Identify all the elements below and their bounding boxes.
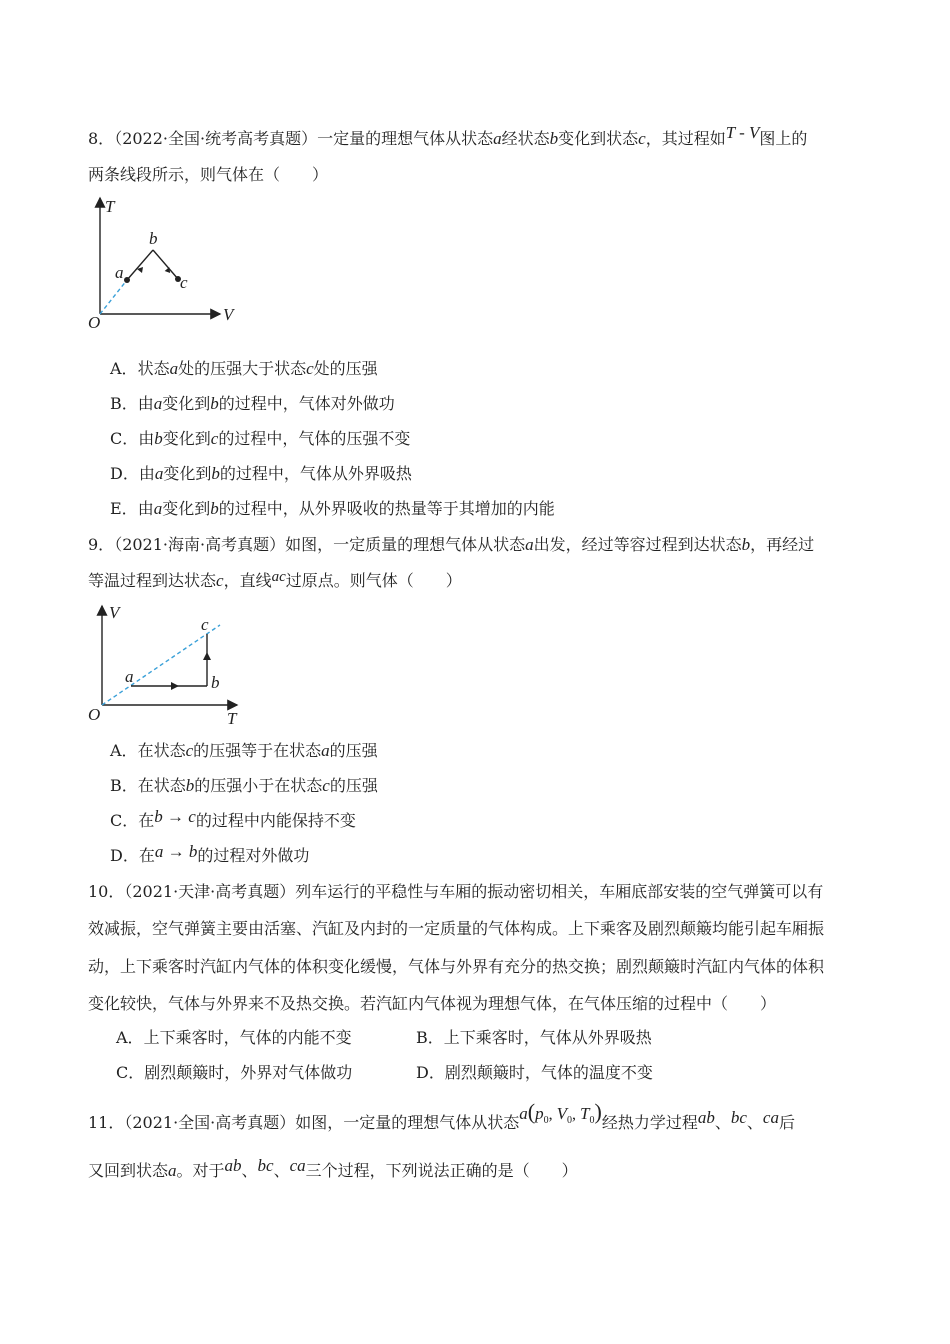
q9-text: ，直线 [223, 571, 272, 590]
q8-option-c[interactable] [110, 428, 410, 450]
q11-sub: 0 [589, 1115, 595, 1127]
q8-y-label: T [105, 197, 115, 216]
option-letter: C． [110, 429, 139, 448]
option-letter: D． [110, 464, 139, 483]
q10-number: 10． [88, 882, 125, 901]
q8-label-b: b [149, 229, 158, 248]
q10-option-b[interactable] [416, 1027, 652, 1049]
q9-option-d[interactable] [110, 842, 310, 867]
option-text: 变化到 [163, 464, 212, 483]
q9-origin-label: O [88, 705, 101, 724]
q8-source: （2022·全国·统考高考真题） [114, 129, 318, 148]
option-text: 的过程中，气体从外界吸热 [219, 464, 412, 483]
option-var: b [210, 394, 219, 413]
q8-dashed-line [100, 280, 127, 314]
q8-label-c: c [180, 273, 188, 292]
option-var: c [185, 741, 194, 760]
option-text: 上下乘客时，气体从外界吸热 [443, 1028, 652, 1047]
q10-stem-line4: 变化较快，气体与外界来不及热交换。若汽缸内气体视为理想气体，在气体压缩的过程中（ ） [88, 994, 777, 1013]
q9-text: 过原点。则气体（ ） [285, 571, 462, 590]
option-letter: B． [110, 394, 138, 413]
option-text: 的过程中，从外界吸收的热量等于其增加的内能 [218, 499, 555, 518]
q11-text: 。对于 [176, 1161, 225, 1180]
q8-option-a[interactable] [110, 358, 378, 380]
q8-stem-line2: 两条线段所示，则气体在（ ） [88, 165, 329, 184]
option-text: 的过程对外做功 [197, 846, 310, 865]
q8-text: 图上的 [759, 129, 808, 148]
option-text: 在 [138, 811, 155, 830]
option-var: b [211, 464, 220, 483]
option-text: 由 [138, 429, 155, 448]
option-text: 处的压强大于状态 [178, 359, 307, 378]
q8-option-d[interactable] [110, 463, 412, 485]
q9-label-b: b [211, 673, 220, 692]
option-text: 的过程中，气体对外做功 [218, 394, 395, 413]
q10-stem-line3: 动，上下乘客时汽缸内气体的体积变化缓慢，气体与外界有充分的热交换；剧烈颠簸时汽缸内气体的体积 [88, 957, 825, 976]
option-var: b → c [154, 807, 196, 826]
q11-bc: bc [730, 1108, 747, 1127]
q11-t0: T [580, 1104, 590, 1123]
option-var: c [210, 429, 219, 448]
option-text: 的压强等于在状态 [193, 741, 322, 760]
option-letter: A． [110, 741, 138, 760]
q11-sep: 、 [746, 1113, 763, 1132]
q9-y-label: V [109, 603, 120, 622]
q9-label-c: c [201, 615, 209, 634]
option-var: a [154, 464, 164, 483]
q11-text: 如图，一定量的理想气体从状态 [295, 1113, 520, 1132]
option-text: 的过程中，气体的压强不变 [218, 429, 411, 448]
q10-source: （2021·天津·高考真题） [124, 882, 296, 901]
q10-stem-line1 [88, 881, 823, 903]
q9-dashed-line [102, 625, 220, 705]
q9-option-c[interactable] [110, 807, 356, 832]
q8-x-label: V [223, 305, 234, 324]
q11-v0: V [556, 1104, 568, 1123]
option-text: 处的压强 [313, 359, 378, 378]
q8-option-b[interactable] [110, 393, 395, 415]
q11-text: 经热力学过程 [601, 1113, 698, 1132]
option-letter: A． [116, 1028, 144, 1047]
q10-option-a[interactable] [116, 1027, 352, 1049]
option-letter: C． [110, 811, 139, 830]
q11-sep: 、 [714, 1113, 731, 1132]
option-var: b [185, 776, 195, 795]
q8-var-c: c [638, 129, 646, 148]
q8-label-a: a [115, 263, 124, 282]
q11-sub: 0 [543, 1115, 549, 1127]
option-var: b [210, 499, 219, 518]
option-var: a [169, 359, 179, 378]
option-text: 由 [138, 464, 155, 483]
option-text: 变化到 [162, 394, 211, 413]
q11-source: （2021·全国·高考真题） [124, 1113, 296, 1132]
option-text: 状态 [137, 359, 170, 378]
option-var: a → b [154, 842, 198, 861]
q9-var-a: a [525, 535, 534, 554]
option-var: a [153, 394, 163, 413]
q9-var-c: c [216, 571, 224, 590]
option-letter: B． [110, 776, 138, 795]
option-text: 的压强 [329, 776, 378, 795]
q9-source: （2021·海南·高考真题） [114, 535, 286, 554]
option-text: 由 [137, 394, 154, 413]
option-text: 在状态 [137, 741, 186, 760]
q8-text: 经状态 [501, 129, 550, 148]
q8-point-a [124, 277, 130, 283]
q8-number: 8． [88, 129, 115, 148]
q9-text: 如图，一定质量的理想气体从状态 [285, 535, 526, 554]
q11-state-expression: $a(p_0$, $V_0$, $T_0$) [519, 1099, 602, 1127]
option-var: a [153, 499, 163, 518]
option-text: 在 [138, 846, 155, 865]
q8-origin-label: O [88, 313, 101, 332]
option-text: 的过程中内能保持不变 [195, 811, 356, 830]
q8-tv-graph [85, 192, 245, 332]
q9-label-a: a [125, 667, 134, 686]
q8-text: 变化到状态 [558, 129, 639, 148]
option-text: 在状态 [137, 776, 186, 795]
q11-text: 又回到状态 [88, 1161, 169, 1180]
q10-option-c[interactable] [116, 1062, 352, 1084]
option-text: 由 [137, 499, 154, 518]
q9-var-b: b [741, 535, 751, 554]
q9-stem-line1 [88, 534, 814, 556]
q8-var-b: b [549, 129, 559, 148]
q10-option-d[interactable] [416, 1062, 653, 1084]
q11-bc: bc [257, 1156, 274, 1175]
option-text: 上下乘客时，气体的内能不变 [143, 1028, 352, 1047]
q11-state-var: a [519, 1104, 528, 1123]
q11-sub: 0 [567, 1115, 573, 1127]
q8-segment-ab [127, 250, 153, 280]
q8-text: 一定量的理想气体从状态 [317, 129, 494, 148]
q9-arrow-ab [171, 682, 179, 690]
q10-text: 列车运行的平稳性与车厢的振动密切相关，车厢底部安装的空气弹簧可以有 [295, 882, 824, 901]
q11-p0: p [535, 1104, 544, 1123]
q9-option-a[interactable] [110, 740, 378, 762]
option-text: 的压强小于在状态 [194, 776, 323, 795]
q9-vt-graph [85, 600, 255, 730]
q8-tv-label: T - V [725, 123, 760, 142]
option-letter: B． [416, 1028, 444, 1047]
q9-text: 出发，经过等容过程到达状态 [533, 535, 742, 554]
q11-text: 三个过程，下列说法正确的是（ ） [305, 1161, 578, 1180]
option-var: c [306, 359, 314, 378]
q9-option-b[interactable] [110, 775, 378, 797]
option-letter: E． [110, 499, 138, 518]
q9-text: 等温过程到达状态 [88, 571, 217, 590]
q8-var-a: a [493, 129, 502, 148]
q11-number: 11． [88, 1113, 125, 1132]
q8-segment-bc [153, 250, 178, 279]
option-text: 变化到 [162, 499, 211, 518]
q9-arrow-bc [203, 652, 211, 660]
option-var: a [321, 741, 330, 760]
q9-x-label: T [227, 709, 237, 728]
q11-stem-line1 [88, 1099, 795, 1141]
option-letter: C． [116, 1063, 145, 1082]
q9-stem-line2 [88, 570, 462, 593]
option-letter: D． [110, 846, 139, 865]
q9-text: ，再经过 [750, 535, 815, 554]
option-letter: D． [416, 1063, 445, 1082]
q11-ab: ab [224, 1156, 242, 1175]
q11-ca: ca [289, 1156, 306, 1175]
option-var: c [322, 776, 330, 795]
q11-sep: 、 [241, 1161, 258, 1180]
q10-stem-line2: 效减振，空气弹簧主要由活塞、汽缸及内封的一定质量的气体构成。上下乘客及剧烈颠簸均能引起车厢振 [88, 919, 825, 938]
q11-stem-line2 [88, 1156, 578, 1182]
q11-ca: ca [762, 1108, 779, 1127]
q9-number: 9． [88, 535, 115, 554]
option-text: 的压强 [329, 741, 378, 760]
q11-sep: 、 [273, 1161, 290, 1180]
option-text: 剧烈颠簸时，气体的温度不变 [444, 1063, 653, 1082]
option-var: b [154, 429, 163, 448]
q11-var-a: a [168, 1161, 177, 1180]
q8-text: ，其过程如 [645, 129, 726, 148]
q11-text: 后 [778, 1113, 795, 1132]
q11-ab: ab [697, 1108, 715, 1127]
option-text: 变化到 [162, 429, 211, 448]
option-text: 剧烈颠簸时，外界对气体做功 [144, 1063, 353, 1082]
q8-stem-line1 [88, 123, 808, 150]
q8-option-e[interactable] [110, 498, 555, 520]
q9-ac-label: ac [271, 569, 286, 585]
option-letter: A． [110, 359, 138, 378]
